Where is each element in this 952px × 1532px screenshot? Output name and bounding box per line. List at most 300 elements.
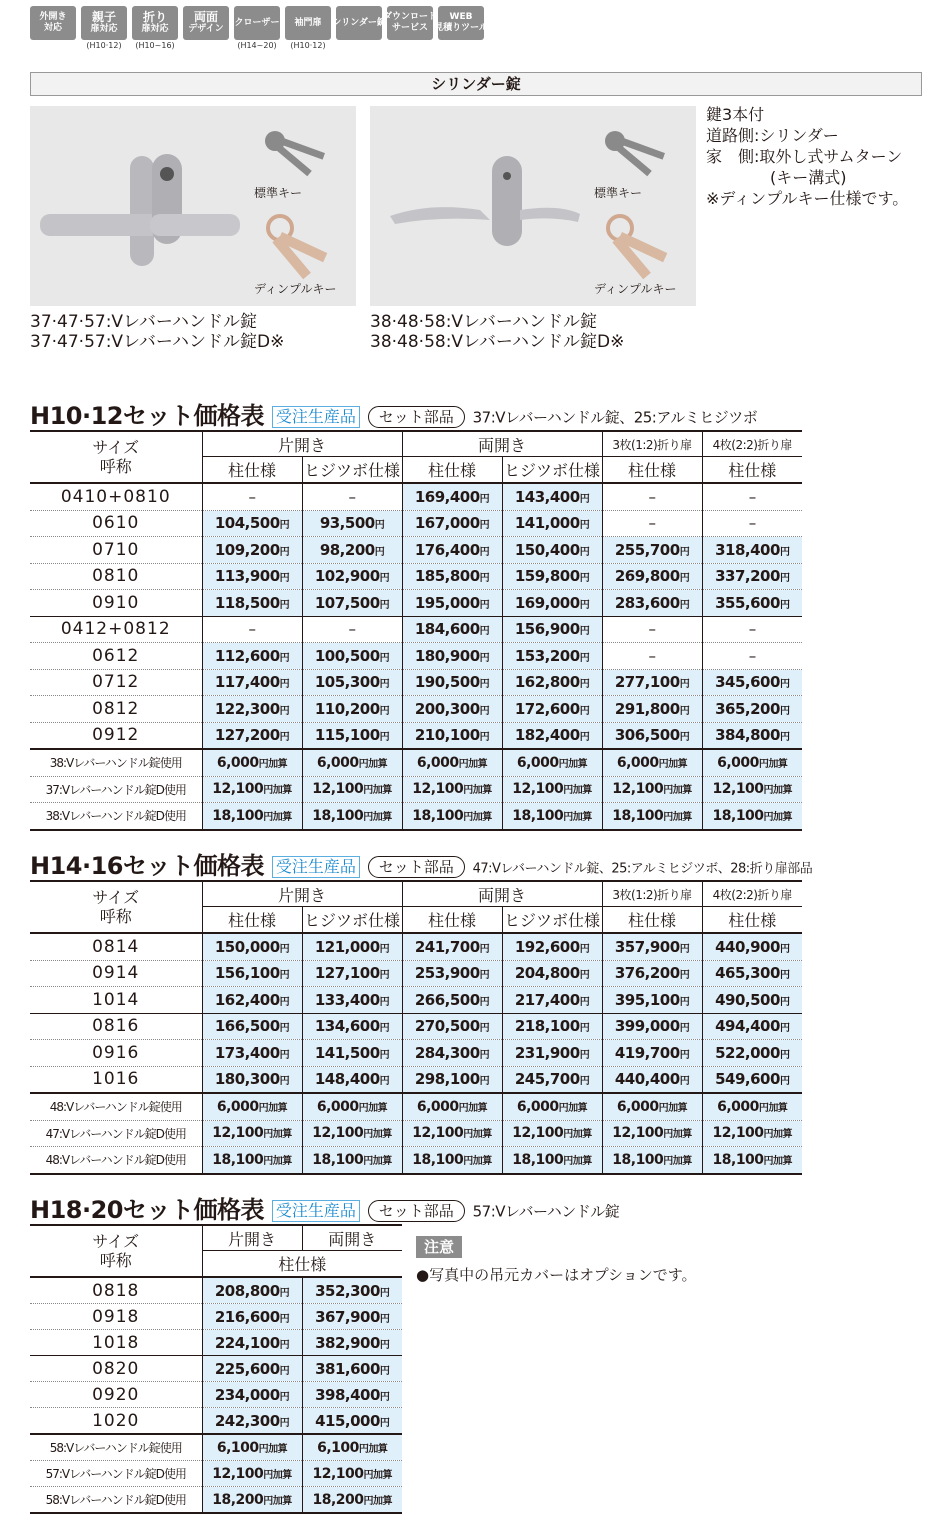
size-cell: 0816 xyxy=(30,1013,202,1040)
price-value: 6,000 xyxy=(717,754,759,771)
yen-unit: 円 xyxy=(579,520,590,532)
feature-icon-range: (H10·12) xyxy=(290,41,326,50)
price-value: 6,000 xyxy=(717,1098,759,1115)
name-label: 呼称 xyxy=(99,1251,132,1270)
yen-unit: 円 xyxy=(479,970,490,982)
kasan-unit: 円加算 xyxy=(363,1129,392,1141)
price-cell xyxy=(502,1013,602,1040)
option-label: 48:Vレバーハンドル錠使用 xyxy=(30,1093,202,1120)
price-value: 298,100 xyxy=(414,1070,480,1089)
price-value: 98,200 xyxy=(319,540,375,559)
header-row xyxy=(30,1225,402,1251)
kasan-unit: 円加算 xyxy=(563,1155,592,1167)
price-value: 176,400 xyxy=(414,540,480,559)
add-price-cell xyxy=(502,1120,602,1147)
add-price-cell xyxy=(502,749,602,776)
table-row xyxy=(30,1304,402,1330)
price-cell xyxy=(202,590,302,617)
price-cell xyxy=(302,537,402,564)
price-value: 6,000 xyxy=(516,754,559,771)
h1012-title-row xyxy=(30,396,757,431)
price-value: 318,400 xyxy=(715,540,780,559)
price-value: 18,100 xyxy=(312,1151,364,1168)
add-price-cell xyxy=(202,776,302,803)
yen-unit: 円 xyxy=(479,996,490,1008)
yen-unit: 円 xyxy=(479,732,490,744)
hashira-header: 柱仕様 xyxy=(602,907,702,934)
price-cell xyxy=(702,1013,802,1040)
price-cell xyxy=(502,537,602,564)
price-cell xyxy=(502,933,602,960)
price-value: 6,100 xyxy=(317,1439,359,1456)
price-cell xyxy=(702,722,802,749)
kasan-unit: 円加算 xyxy=(558,1102,588,1114)
yen-unit: 円 xyxy=(779,705,790,717)
option-label: 37:Vレバーハンドル錠D使用 xyxy=(30,776,202,803)
feature-icon-sublabel: 扉対応 xyxy=(90,24,118,34)
h1416-price-table xyxy=(30,880,802,1175)
price-value: 141,500 xyxy=(314,1043,380,1062)
price-cell xyxy=(502,722,602,749)
yen-unit: 円 xyxy=(279,546,290,558)
yen-unit: 円 xyxy=(479,679,490,691)
kasan-unit: 円加算 xyxy=(558,758,588,770)
caption-left-1: 37·47·57:Vレバーハンドル錠 xyxy=(30,312,258,332)
yen-unit: 円 xyxy=(579,546,590,558)
option-row xyxy=(30,1147,802,1174)
kasan-unit: 円加算 xyxy=(563,1129,592,1141)
price-cell xyxy=(402,510,502,537)
yen-unit: 円 xyxy=(374,546,385,558)
price-cell xyxy=(302,1304,402,1330)
table-row xyxy=(30,510,802,537)
price-cell xyxy=(602,1066,702,1093)
yen-unit: 円 xyxy=(279,1049,290,1061)
size-cell: 0818 xyxy=(30,1277,202,1304)
price-value: 419,700 xyxy=(614,1043,680,1062)
ryobiraki-header: 両開き xyxy=(402,881,602,907)
feature-icon-0 xyxy=(30,6,76,50)
price-cell xyxy=(202,563,302,590)
table-row xyxy=(30,933,802,960)
note-badge: 注意 xyxy=(416,1236,462,1258)
price-cell xyxy=(702,483,802,510)
price-cell xyxy=(302,616,402,643)
price-value: 283,600 xyxy=(614,593,680,612)
price-cell xyxy=(702,616,802,643)
yen-unit: 円 xyxy=(779,546,790,558)
kasan-unit: 円加算 xyxy=(458,1102,488,1114)
price-cell xyxy=(302,933,402,960)
caption-left-2: 37·47·57:Vレバーハンドル錠D※ xyxy=(30,332,285,352)
yen-unit: 円 xyxy=(579,573,590,585)
add-price-cell xyxy=(402,803,502,830)
yen-unit: 円 xyxy=(779,599,790,611)
feature-icon-range: (H10~16) xyxy=(135,41,175,50)
photo-left xyxy=(30,106,356,306)
price-cell xyxy=(202,960,302,987)
price-cell xyxy=(202,616,302,643)
yen-unit: 円 xyxy=(479,573,490,585)
price-value: 200,300 xyxy=(414,699,480,718)
price-value: 12,100 xyxy=(312,781,364,798)
hashira-header: 柱仕様 xyxy=(702,457,802,484)
size-cell: 0916 xyxy=(30,1040,202,1067)
price-value: 12,100 xyxy=(212,1125,264,1142)
size-label: サイズ xyxy=(92,438,140,457)
yen-unit: 円 xyxy=(279,1076,290,1088)
price-value: 277,100 xyxy=(614,673,680,692)
price-cell xyxy=(602,696,702,723)
price-cell xyxy=(402,933,502,960)
add-price-cell xyxy=(202,803,302,830)
add-price-cell xyxy=(302,803,402,830)
price-value: 18,100 xyxy=(512,807,564,824)
yen-unit: 円 xyxy=(379,996,390,1008)
price-cell xyxy=(502,696,602,723)
hashira-header: 柱仕様 xyxy=(702,907,802,934)
yen-unit: 円 xyxy=(579,705,590,717)
add-price-cell xyxy=(502,1147,602,1174)
price-cell xyxy=(202,722,302,749)
yen-unit: 円 xyxy=(479,1023,490,1035)
price-value: 122,300 xyxy=(214,699,280,718)
kasan-unit: 円加算 xyxy=(263,1469,292,1481)
price-cell xyxy=(702,537,802,564)
price-cell xyxy=(302,1330,402,1356)
price-value: 118,500 xyxy=(214,593,280,612)
add-price-cell xyxy=(302,1147,402,1174)
kasan-unit: 円加算 xyxy=(258,1443,288,1455)
price-cell xyxy=(402,616,502,643)
price-cell xyxy=(702,696,802,723)
add-price-cell xyxy=(702,803,802,830)
price-value: 150,400 xyxy=(514,540,580,559)
price-value: 6,000 xyxy=(616,754,659,771)
price-value: 490,500 xyxy=(715,990,780,1009)
price-value: 465,300 xyxy=(715,964,780,983)
price-value: 216,600 xyxy=(214,1307,280,1326)
h1416-badge: 受注生産品 xyxy=(272,856,360,878)
price-value: 6,000 xyxy=(516,1098,559,1115)
table-row xyxy=(30,590,802,617)
price-value: 12,100 xyxy=(212,781,264,798)
price-cell xyxy=(402,643,502,670)
option-label: 57:Vレバーハンドル錠D使用 xyxy=(30,1461,202,1487)
price-cell xyxy=(402,1013,502,1040)
price-cell xyxy=(302,643,402,670)
price-cell xyxy=(702,1066,802,1093)
add-price-cell xyxy=(702,1147,802,1174)
feature-icon-label: 折り xyxy=(142,10,167,24)
price-value: 231,900 xyxy=(514,1043,580,1062)
price-cell xyxy=(402,483,502,510)
price-value: 376,200 xyxy=(614,964,680,983)
feature-icon-8 xyxy=(434,6,488,50)
kasan-unit: 円加算 xyxy=(358,1102,388,1114)
kasan-unit: 円加算 xyxy=(663,811,692,823)
price-value: 357,900 xyxy=(614,937,680,956)
yen-unit: 円 xyxy=(279,599,290,611)
add-price-cell xyxy=(302,776,402,803)
price-cell xyxy=(702,933,802,960)
price-value: 355,600 xyxy=(715,593,780,612)
price-value: 18,100 xyxy=(712,1151,764,1168)
name-label: 呼称 xyxy=(99,907,132,926)
table-row xyxy=(30,1013,802,1040)
price-value: 242,300 xyxy=(214,1411,280,1430)
price-cell xyxy=(602,987,702,1014)
kasan-unit: 円加算 xyxy=(363,1469,393,1481)
yen-unit: 円 xyxy=(279,652,290,664)
price-cell xyxy=(202,510,302,537)
yen-unit: 円 xyxy=(279,679,290,691)
price-value: 169,000 xyxy=(514,593,580,612)
price-value: 18,100 xyxy=(612,1151,664,1168)
price-cell xyxy=(202,1382,302,1408)
feature-icon-label: シリンダー錠 xyxy=(332,17,386,28)
add-price-cell xyxy=(502,776,602,803)
price-value: 381,600 xyxy=(315,1359,380,1378)
price-value: 192,600 xyxy=(514,937,580,956)
price-cell xyxy=(402,1040,502,1067)
feature-icon-2 xyxy=(132,6,178,50)
price-value: 115,100 xyxy=(314,726,380,745)
price-value: 253,900 xyxy=(414,964,480,983)
price-cell xyxy=(502,987,602,1014)
price-value: 415,000 xyxy=(315,1411,380,1430)
price-value: 109,200 xyxy=(214,540,280,559)
yen-unit: 円 xyxy=(279,943,290,955)
price-cell xyxy=(602,616,702,643)
add-price-cell xyxy=(402,1120,502,1147)
price-value: 12,100 xyxy=(612,781,664,798)
yen-unit: 円 xyxy=(279,996,290,1008)
size-cell: 0612 xyxy=(30,643,202,670)
yen-unit: 円 xyxy=(679,705,690,717)
price-cell xyxy=(702,590,802,617)
price-cell xyxy=(502,1066,602,1093)
feature-icon-label: 親子 xyxy=(91,10,116,24)
feature-icon-3 xyxy=(183,6,229,50)
yen-unit: 円 xyxy=(379,1023,390,1035)
add-price-cell xyxy=(502,1093,602,1120)
table-row xyxy=(30,563,802,590)
price-value: 6,000 xyxy=(616,1098,659,1115)
price-cell xyxy=(602,537,702,564)
price-value: 270,500 xyxy=(414,1017,480,1036)
yen-unit: 円 xyxy=(679,1023,690,1035)
h1416-title-row xyxy=(30,846,812,881)
price-cell xyxy=(702,669,802,696)
yen-unit: 円 xyxy=(779,732,790,744)
price-value: 210,100 xyxy=(414,726,480,745)
table-row xyxy=(30,987,802,1014)
price-cell xyxy=(302,1040,402,1067)
dash: – xyxy=(748,514,756,533)
price-value: 153,200 xyxy=(514,646,580,665)
price-cell xyxy=(302,510,402,537)
add-price-cell xyxy=(202,1147,302,1174)
add-price-cell xyxy=(302,1487,402,1514)
price-cell xyxy=(502,616,602,643)
dash: – xyxy=(648,514,656,533)
yen-unit: 円 xyxy=(379,1076,390,1088)
option-row xyxy=(30,1461,402,1487)
hiji-header: ヒジツボ仕様 xyxy=(302,457,402,484)
table-row xyxy=(30,643,802,670)
kasan-unit: 円加算 xyxy=(358,758,388,770)
price-cell xyxy=(302,1277,402,1304)
price-value: 18,100 xyxy=(212,807,264,824)
option-label: 58:Vレバーハンドル錠D使用 xyxy=(30,1487,202,1514)
price-value: 195,000 xyxy=(414,593,480,612)
kasan-unit: 円加算 xyxy=(263,811,292,823)
hashira-header: 柱仕様 xyxy=(202,457,302,484)
ryobiraki-header: 両開き xyxy=(402,431,602,457)
price-value: 395,100 xyxy=(614,990,680,1009)
hiji-header: ヒジツボ仕様 xyxy=(302,907,402,934)
yen-unit: 円 xyxy=(479,493,490,505)
katabiraki-header: 片開き xyxy=(202,431,402,457)
price-cell xyxy=(302,669,402,696)
dash: – xyxy=(348,487,356,506)
price-value: 127,200 xyxy=(214,726,280,745)
kasan-unit: 円加算 xyxy=(763,1155,793,1167)
kasan-unit: 円加算 xyxy=(763,811,793,823)
yen-unit: 円 xyxy=(579,493,590,505)
feature-icon-label: ダウンロード サービス xyxy=(383,12,438,33)
add-price-cell xyxy=(702,776,802,803)
price-value: 100,500 xyxy=(314,646,380,665)
add-price-cell xyxy=(202,749,302,776)
yen-unit: 円 xyxy=(679,732,690,744)
price-cell xyxy=(602,933,702,960)
yen-unit: 円 xyxy=(679,1049,690,1061)
yen-unit: 円 xyxy=(579,679,590,691)
price-value: 166,500 xyxy=(214,1017,280,1036)
price-cell xyxy=(602,643,702,670)
option-label: 58:Vレバーハンドル錠使用 xyxy=(30,1434,202,1461)
price-value: 224,100 xyxy=(214,1333,280,1352)
kasan-unit: 円加算 xyxy=(463,785,492,797)
kasan-unit: 円加算 xyxy=(463,1155,492,1167)
add-price-cell xyxy=(602,803,702,830)
price-value: 148,400 xyxy=(314,1070,380,1089)
dash: – xyxy=(748,487,756,506)
feature-icon-sublabel: 扉対応 xyxy=(141,24,169,34)
add-price-cell xyxy=(602,1093,702,1120)
hashira-header: 柱仕様 xyxy=(602,457,702,484)
price-value: 384,800 xyxy=(715,726,780,745)
ryobiraki-header: 両開き xyxy=(302,1225,402,1251)
price-cell xyxy=(202,1330,302,1356)
add-price-cell xyxy=(602,1120,702,1147)
katabiraki-header: 片開き xyxy=(202,1225,302,1251)
kasan-unit: 円加算 xyxy=(463,811,492,823)
price-cell xyxy=(402,669,502,696)
price-cell xyxy=(202,643,302,670)
yen-unit: 円 xyxy=(779,1076,790,1088)
price-cell xyxy=(702,510,802,537)
price-cell xyxy=(302,1408,402,1435)
price-value: 269,800 xyxy=(614,567,680,586)
size-cell: 0712 xyxy=(30,669,202,696)
size-cell: 0918 xyxy=(30,1304,202,1330)
yen-unit: 円 xyxy=(679,573,690,585)
hashira-header: 柱仕様 xyxy=(202,907,302,934)
price-cell xyxy=(202,696,302,723)
price-value: 365,200 xyxy=(715,699,780,718)
h1012-pill: セット部品 xyxy=(368,406,465,428)
kasan-unit: 円加算 xyxy=(263,1129,292,1141)
price-value: 291,800 xyxy=(614,699,680,718)
size-cell: 1020 xyxy=(30,1408,202,1435)
yen-unit: 円 xyxy=(779,679,790,691)
price-value: 162,800 xyxy=(514,673,580,692)
price-value: 6,000 xyxy=(416,754,459,771)
option-row xyxy=(30,1487,402,1514)
price-cell xyxy=(202,933,302,960)
size-cell: 0610 xyxy=(30,510,202,537)
yen-unit: 円 xyxy=(279,705,290,717)
price-value: 345,600 xyxy=(715,673,780,692)
size-header xyxy=(30,881,202,933)
header-row xyxy=(30,431,802,457)
price-cell xyxy=(302,1013,402,1040)
yen-unit: 円 xyxy=(479,705,490,717)
add-price-cell xyxy=(602,749,702,776)
yen-unit: 円 xyxy=(379,732,390,744)
price-value: 18,100 xyxy=(412,807,464,824)
price-cell xyxy=(302,696,402,723)
price-cell xyxy=(602,483,702,510)
yen-unit: 円 xyxy=(779,970,790,982)
price-value: 18,100 xyxy=(612,807,664,824)
yen-unit: 円 xyxy=(279,1287,290,1299)
price-value: 105,300 xyxy=(314,673,380,692)
dimple-key-label: ディンプルキー xyxy=(254,282,337,296)
price-value: 12,100 xyxy=(412,1125,464,1142)
add-price-cell xyxy=(302,1120,402,1147)
price-cell xyxy=(302,960,402,987)
yen-unit: 円 xyxy=(379,1287,390,1299)
price-cell xyxy=(502,1040,602,1067)
kasan-unit: 円加算 xyxy=(658,758,688,770)
kasan-unit: 円加算 xyxy=(763,1129,793,1141)
hashira-header: 柱仕様 xyxy=(402,457,502,484)
price-value: 549,600 xyxy=(715,1070,780,1089)
add-price-cell xyxy=(702,1093,802,1120)
h1012-price-table xyxy=(30,430,802,831)
table-row xyxy=(30,1408,402,1435)
h1820-title: H18·20セット価格表 xyxy=(30,1196,264,1224)
price-cell xyxy=(302,1066,402,1093)
price-value: 440,400 xyxy=(614,1070,680,1089)
price-cell xyxy=(402,722,502,749)
add-price-cell xyxy=(402,1093,502,1120)
hiji-header: ヒジツボ仕様 xyxy=(502,907,602,934)
yen-unit: 円 xyxy=(579,996,590,1008)
price-cell xyxy=(402,563,502,590)
table-row xyxy=(30,960,802,987)
hashira-header: 柱仕様 xyxy=(202,1251,402,1278)
price-value: 255,700 xyxy=(614,540,680,559)
kasan-unit: 円加算 xyxy=(663,785,692,797)
h1820-price-table xyxy=(30,1224,402,1514)
feature-icon-6 xyxy=(332,6,386,50)
price-value: 6,000 xyxy=(416,1098,459,1115)
